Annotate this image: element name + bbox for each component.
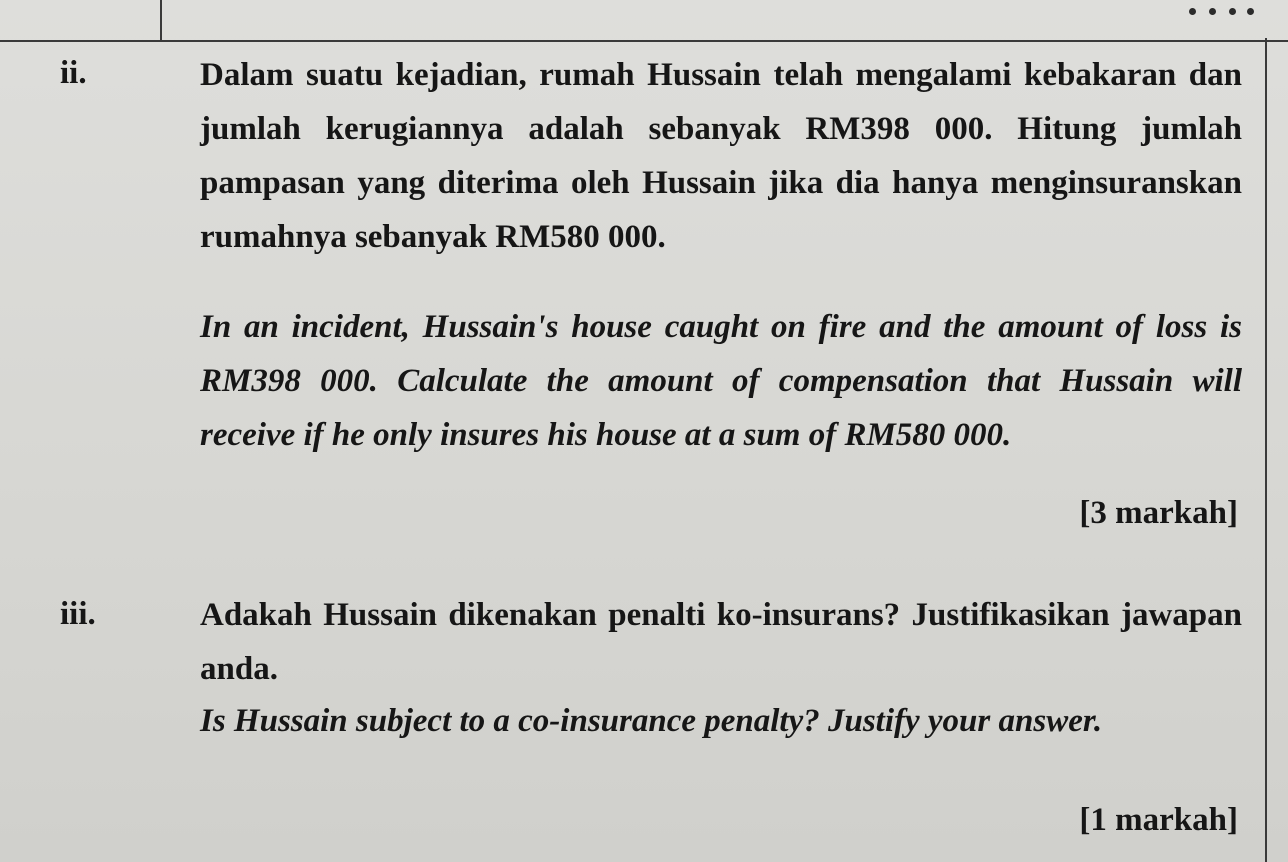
question-ii-malay-text: Dalam suatu kejadian, rumah Hussain telah mengalami kebakaran dan jumlah kerugiannya adalah sebanyak RM398 000. Hitung jumlah pampasan yang diterima oleh Hussain jika dia hanya menginsuranskan rumahnya sebanyak RM580 000.: [200, 57, 1242, 255]
table-right-border: [1265, 38, 1267, 862]
dot-mark: [1209, 8, 1216, 15]
table-column-divider: [160, 0, 162, 40]
question-iii-malay-text: Adakah Hussain dikenakan penalti ko-insurans? Justifikasikan jawapan anda.: [200, 597, 1242, 687]
dot-mark: [1189, 8, 1196, 15]
question-iii-english-text: Is Hussain subject to a co-insurance penalty? Justify your answer.: [200, 703, 1103, 739]
dot-mark: [1229, 8, 1236, 15]
table-top-border: [0, 40, 1288, 42]
question-number-iii: iii.: [60, 596, 96, 632]
dot-mark: [1247, 8, 1254, 15]
question-number-ii: ii.: [60, 55, 87, 91]
page-dots: [1185, 8, 1255, 18]
question-iii-marks: [1 markah]: [1079, 802, 1238, 838]
question-ii-marks: [3 markah]: [1079, 495, 1238, 531]
question-ii-english-text: In an incident, Hussain's house caught on fire and the amount of loss is RM398 000. Calculate the amount of compensation that Hussain will receive if he only insures his house at a sum of RM580 000.: [200, 309, 1242, 453]
